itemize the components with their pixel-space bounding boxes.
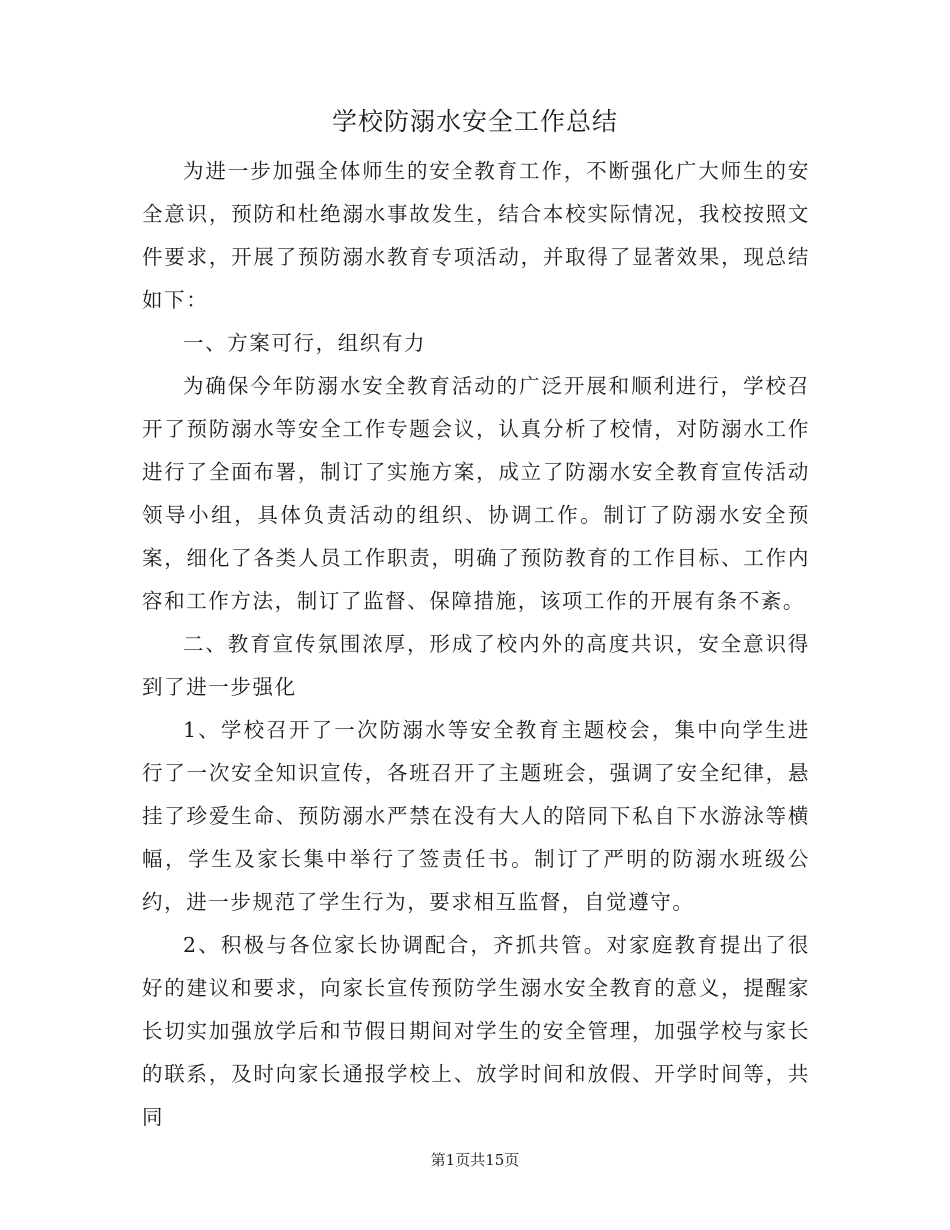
intro-paragraph: 为进一步加强全体师生的安全教育工作，不断强化广大师生的安全意识，预防和杜绝溺水事故发生，结合本校实际情况，我校按照文件要求，开展了预防溺水教育专项活动，并取得了显著效果，现总结如下： — [142, 159, 810, 312]
section-heading-1: 一、方案可行，组织有力 — [183, 331, 427, 355]
section-heading-2: 二、教育宣传氛围浓厚，形成了校内外的高度共识，安全意识得到了进一步强化 — [142, 632, 810, 699]
page-number-footer: 第1页共15页 — [430, 1151, 520, 1169]
item-2-paragraph: 2、积极与各位家长协调配合，齐抓共管。对家庭教育提出了很好的建议和要求，向家长宣传预防学生溺水安全教育的意义，提醒家长切实加强放学后和节假日期间对学生的安全管理，加强学校与家长的联系，及时向家长通报学校上、放学时间和放假、开学时间等，共同 — [142, 933, 810, 1129]
item-1-paragraph: 1、学校召开了一次防溺水等安全教育主题校会，集中向学生进行了一次安全知识宣传，各班召开了主题班会，强调了安全纪律，悬挂了珍爱生命、预防溺水严禁在没有大人的陪同下私自下水游泳等横幅，学生及家长集中举行了签责任书。制订了严明的防溺水班级公约，进一步规范了学生行为，要求相互监督，自觉遵守。 — [142, 718, 810, 914]
section-1-paragraph: 为确保今年防溺水安全教育活动的广泛开展和顺利进行，学校召开了预防溺水等安全工作专题会议，认真分析了校情，对防溺水工作进行了全面布署，制订了实施方案，成立了防溺水安全教育宣传活动领导小组，具体负责活动的组织、协调工作。制订了防溺水安全预案，细化了各类人员工作职责，明确了预防教育的工作目标、工作内容和工作方法，制订了监督、保障措施，该项工作的开展有条不紊。 — [142, 374, 810, 613]
document-body — [142, 150, 810, 1139]
document-title: 学校防溺水安全工作总结 — [331, 107, 618, 136]
